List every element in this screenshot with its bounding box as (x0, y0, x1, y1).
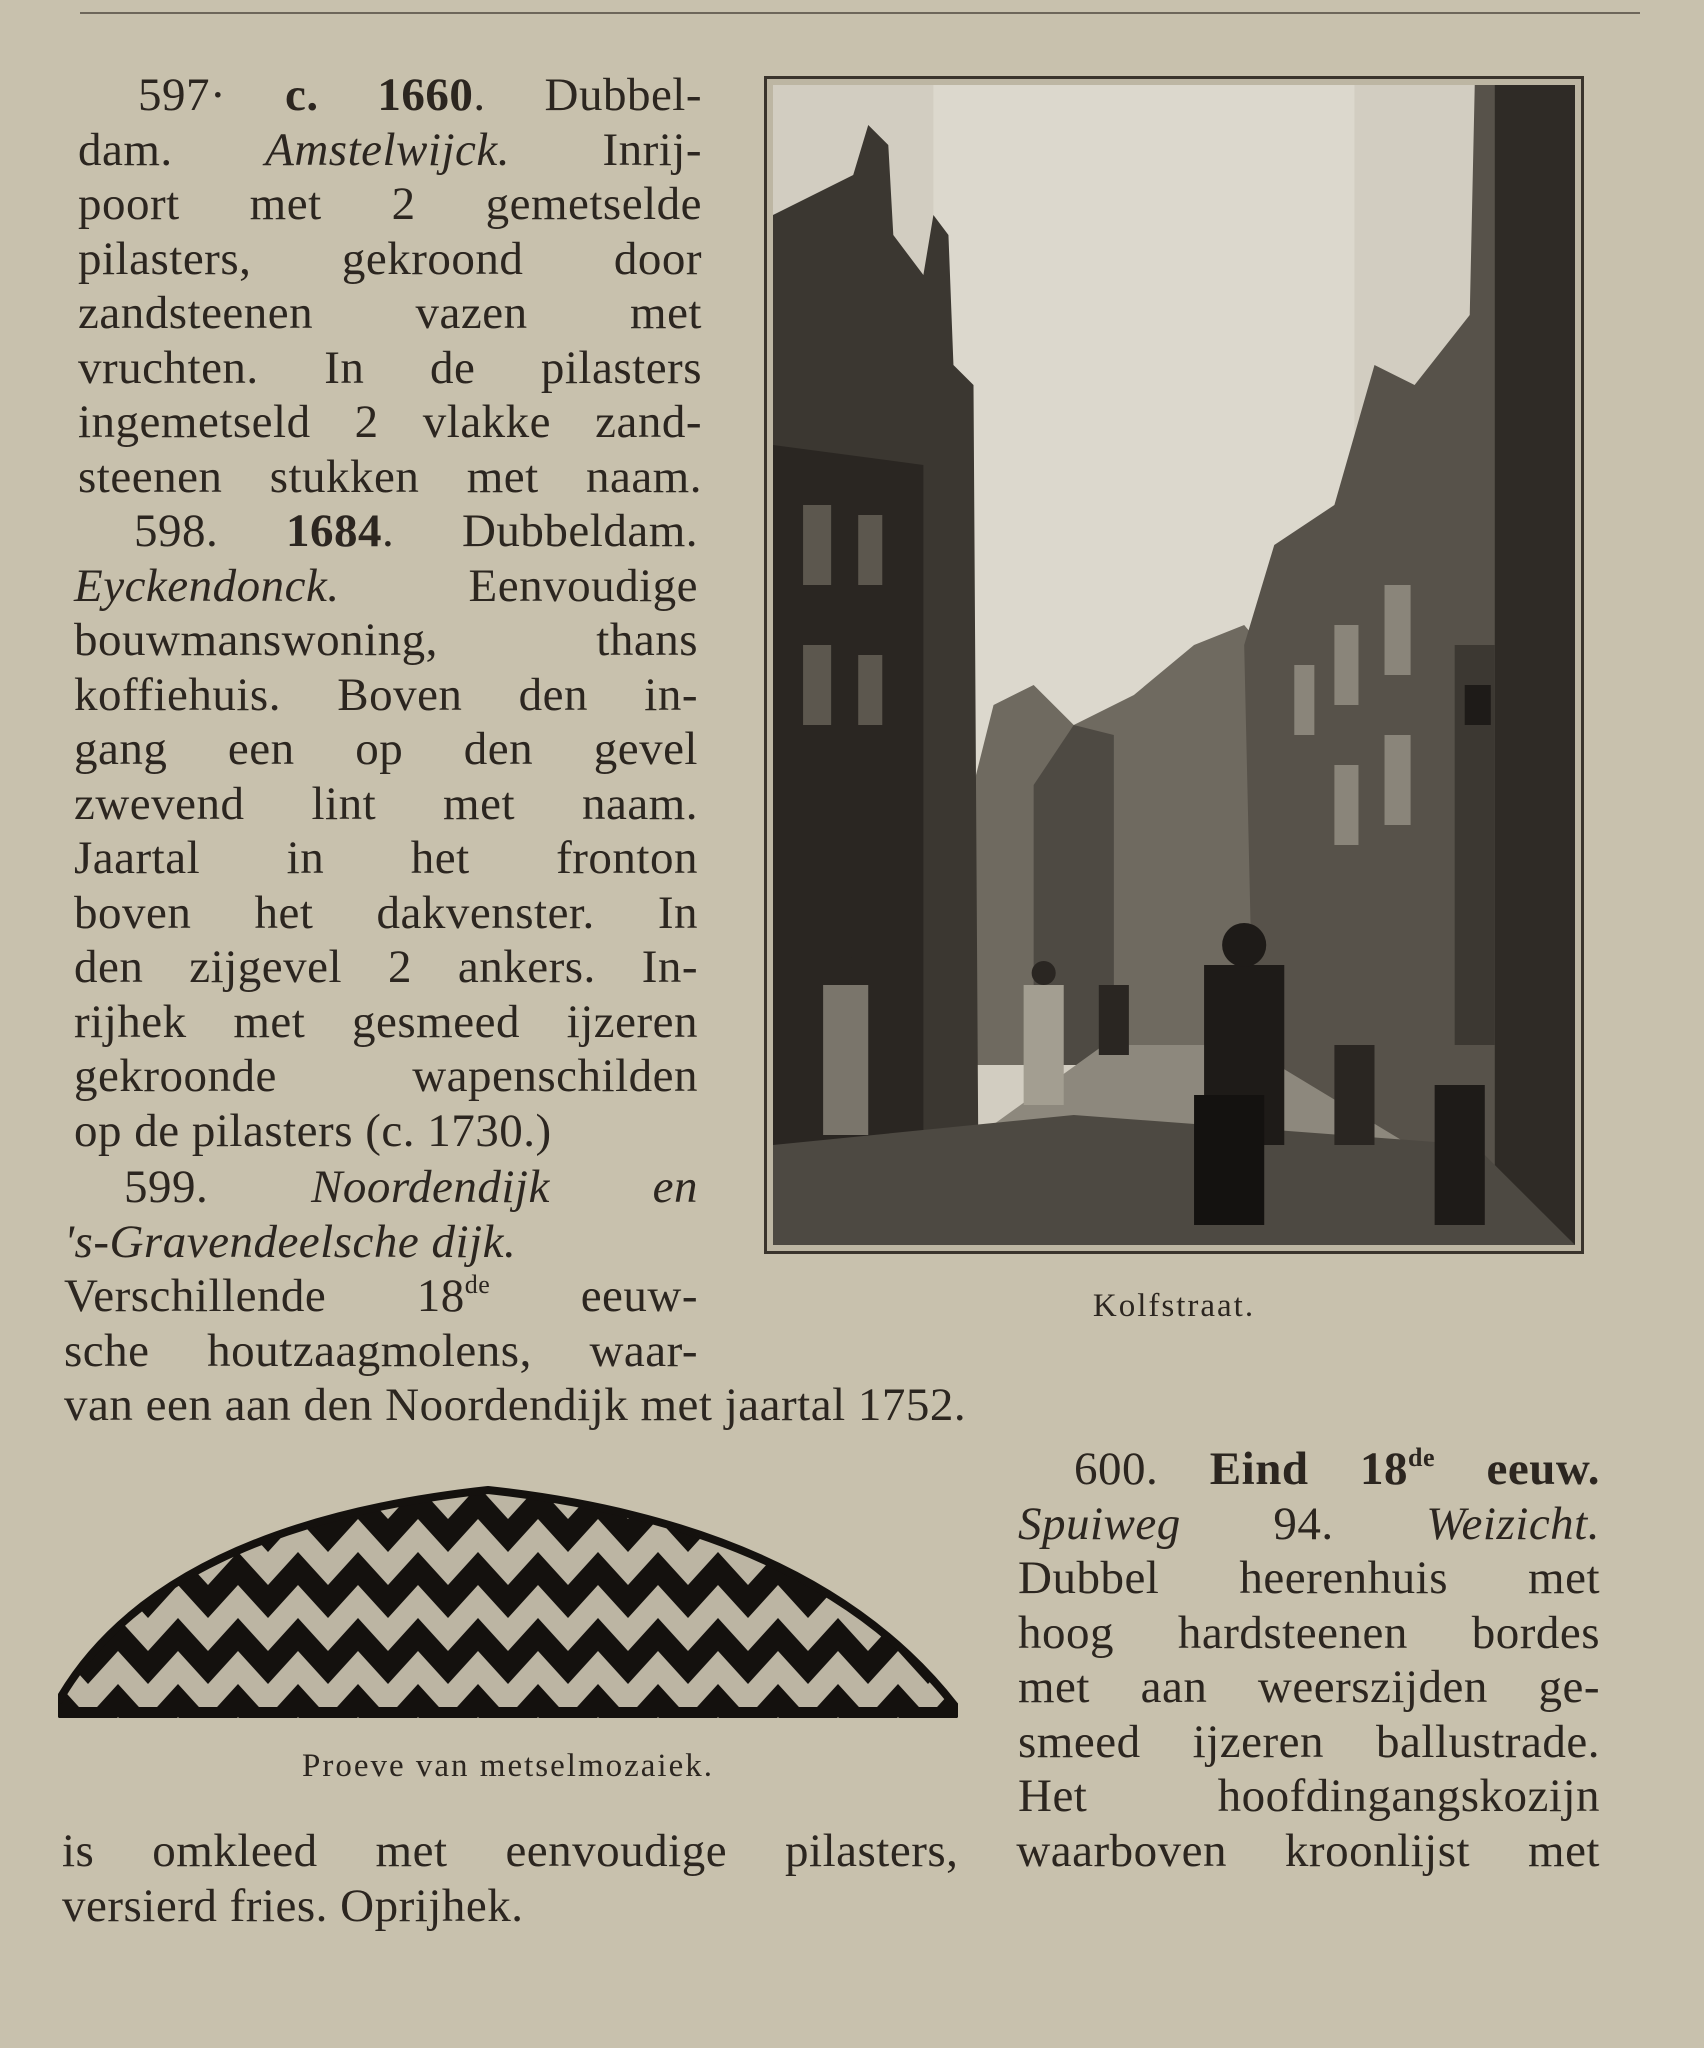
entry-number: 599. (124, 1161, 209, 1213)
street-photo (764, 76, 1584, 1254)
street-photo-image (773, 85, 1575, 1245)
entry-date: Eind 18de eeuw. (1209, 1443, 1600, 1495)
house-name: Eyckendonck. (74, 559, 340, 612)
entry-598: 598. 1684. Dubbeldam. Eyckendonck. Eenvoudige bouwmanswoning, thans koffiehuis. Boven den in- gang een op den gevel zwevend lint met naam. Jaartal in het fronton boven het dakvenster. In den zijgevel 2 ankers. In- rijhek met gesmeed ijzeren gekroonde wapenschilden op de pilasters (c. 1730.) (74, 505, 698, 1157)
entry-597: 597· c. 1660. Dubbel- dam. Amstelwijck. Inrij- poort met 2 gemetselde pilasters, gekroond door zandsteenen vazen met vruchten. In de pilasters ingemetseld 2 vlakke zand- steenen stukken met naam. (78, 69, 703, 503)
entry-date: c. 1660 (284, 69, 474, 121)
entry-number: 598. (134, 505, 219, 557)
mosaic-caption: Proeve van metselmozaiek. (302, 1748, 714, 1784)
top-rule (80, 12, 1640, 14)
entry-date: 1684 (285, 505, 382, 557)
photo-caption: Kolfstraat. (1092, 1288, 1256, 1324)
street-name: Spuiweg (1018, 1497, 1181, 1550)
entry-600: 600. Eind 18de eeuw. Spuiweg 94. Weizicht. Dubbel heerenhuis met hoog hardsteenen bordes met aan weerszijden ge- smeed ijzeren ballustrade. Het hoofdingangskozijn (1018, 1443, 1600, 1822)
entry-number: 597· (138, 69, 227, 121)
house-name: Amstelwijck. (265, 123, 510, 176)
entry-600-tail: is omkleed met eenvoudige pilasters, waarboven kroonlijst met versierd fries. Oprijhek. (62, 1825, 1600, 1932)
entry-599: 599. Noordendijk en 's-Gravendeelsche dijk. Verschillende 18de eeuw- sche houtzaagmolens, waar- (64, 1161, 699, 1377)
entry-number: 600. (1074, 1443, 1159, 1495)
house-name: Weizicht. (1426, 1497, 1600, 1550)
mosaic-illustration (58, 1486, 958, 1718)
entry-599-tail: van een aan den Noordendijk met jaartal 1752. (64, 1379, 967, 1431)
